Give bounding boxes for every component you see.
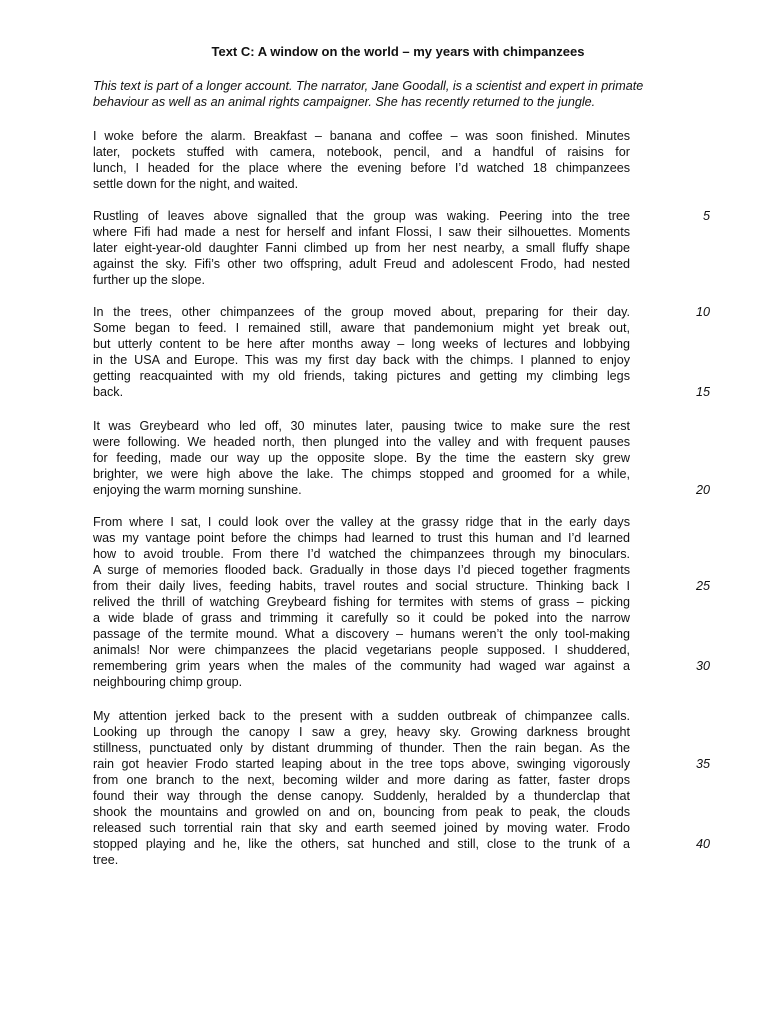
- text-line: neighbouring chimp group.: [93, 675, 243, 689]
- text-line: tree.: [93, 853, 119, 867]
- text-line: but utterly content to be here after months away – long weeks of lectures and lobbying: [93, 337, 630, 351]
- text-line: shook the mountains and growled on and on, bouncing from peak to peak, the clouds: [93, 805, 630, 819]
- text-line: a wide blade of grass and trimming it carefully so it could be poked into the narrow: [93, 611, 630, 625]
- text-line: was my vantage point before the chimps had learned to trust this human and I’d learned: [93, 531, 630, 545]
- paragraph: [93, 418, 630, 498]
- text-line: lunch, I headed for the place where the evening before I’d watched 18 chimpanzees: [93, 161, 630, 175]
- paragraph: [93, 514, 630, 690]
- text-line: against the sky. Fifi’s other two offspring, adult Freud and adolescent Frodo, had nested: [93, 257, 630, 271]
- line-number: 25: [695, 579, 710, 593]
- text-line: from one branch to the next, becoming wilder and more daring as fatter, faster drops: [93, 773, 630, 787]
- text-line: relived the thrill of watching Greybeard fishing for termites with stems of grass – picking: [93, 595, 630, 609]
- line-number: 20: [695, 483, 710, 497]
- text-line: further up the slope.: [93, 273, 206, 287]
- document-title: Text C: A window on the world – my years with chimpanzees: [211, 44, 585, 59]
- text-line: Looking up through the canopy I saw a grey, heavy sky. Growing darkness brought: [93, 725, 630, 739]
- text-line: in the USA and Europe. This was my first day back with the chimps. I planned to enjoy: [93, 353, 630, 367]
- line-number: 15: [695, 385, 710, 399]
- text-line: for feeding, made our way up the opposite slope. By the time the eastern sky grew: [93, 451, 630, 465]
- text-line: brighter, we were high above the lake. The chimps stopped and groomed for a while,: [93, 467, 630, 481]
- text-line: back.: [93, 385, 124, 399]
- text-line: Some began to feed. I remained still, aware that pandemonium might yet break out,: [93, 321, 630, 335]
- intro-note: This text is part of a longer account. The narrator, Jane Goodall, is a scientist and expert in primate behaviour as well as an animal rights campaigner. She has recently returned to the jungle.: [93, 79, 644, 109]
- line-number: 40: [695, 837, 710, 851]
- text-line: I woke before the alarm. Breakfast – banana and coffee – was soon finished. Minutes: [93, 129, 630, 143]
- text-line: A surge of memories flooded back. Gradually in those days I’d pieced together fragments: [93, 563, 630, 577]
- text-line: remembering grim years when the males of the community had waged war against a: [93, 659, 630, 673]
- text-line: animals! Nor were chimpanzees the placid vegetarians people supposed. I shuddered,: [93, 643, 630, 657]
- line-number: 10: [695, 305, 710, 319]
- text-line: My attention jerked back to the present with a sudden outbreak of chimpanzee calls.: [93, 709, 630, 723]
- text-line: enjoying the warm morning sunshine.: [93, 483, 302, 497]
- text-line: stillness, punctuated only by distant drumming of thunder. Then the rain began. As the: [93, 741, 630, 755]
- paragraph: [93, 208, 630, 288]
- paragraph: [93, 128, 630, 192]
- text-line: were following. We headed north, then plunged into the valley and with frequent pauses: [93, 435, 630, 449]
- text-line: found their way through the dense canopy. Suddenly, heralded by a thunderclap that: [93, 789, 630, 803]
- text-line: rain got heavier Frodo started leaping about in the tree tops above, swinging vigorously: [93, 757, 630, 771]
- line-number: 35: [695, 757, 710, 771]
- text-line: where Fifi had made a nest for herself and infant Flossi, I saw their silhouettes. Moments: [93, 225, 630, 239]
- text-line: It was Greybeard who led off, 30 minutes later, pausing twice to make sure the rest: [93, 419, 630, 433]
- text-line: From where I sat, I could look over the valley at the grassy ridge that in the early days: [93, 515, 630, 529]
- text-line: later eight-year-old daughter Fanni climbed up from her nest nearby, a small fluffy shape: [93, 241, 630, 255]
- paragraph: [93, 304, 630, 400]
- line-number: 5: [702, 209, 710, 223]
- line-number: 30: [695, 659, 710, 673]
- paragraph: [93, 708, 630, 868]
- text-line: Rustling of leaves above signalled that the group was waking. Peering into the tree: [93, 209, 630, 223]
- text-line: settle down for the night, and waited.: [93, 177, 299, 191]
- text-line: passage of the termite mound. What a discovery – humans weren’t the only tool-making: [93, 627, 630, 641]
- text-line: from their daily lives, feeding habits, travel routes and social structure. Thinking back I: [93, 579, 630, 593]
- text-line: later, pockets stuffed with camera, notebook, pencil, and a handful of raisins for: [93, 145, 630, 159]
- text-line: getting reacquainted with my old friends, taking pictures and getting my climbing legs: [93, 369, 630, 383]
- text-line: how to avoid trouble. From there I’d watched the chimpanzees through my binoculars.: [93, 547, 630, 561]
- text-line: released such torrential rain that sky and earth seemed joined by moving water. Frodo: [93, 821, 630, 835]
- text-line: stopped playing and he, like the others, sat hunched and still, close to the trunk of a: [93, 837, 630, 851]
- text-line: In the trees, other chimpanzees of the group moved about, preparing for their day.: [93, 305, 630, 319]
